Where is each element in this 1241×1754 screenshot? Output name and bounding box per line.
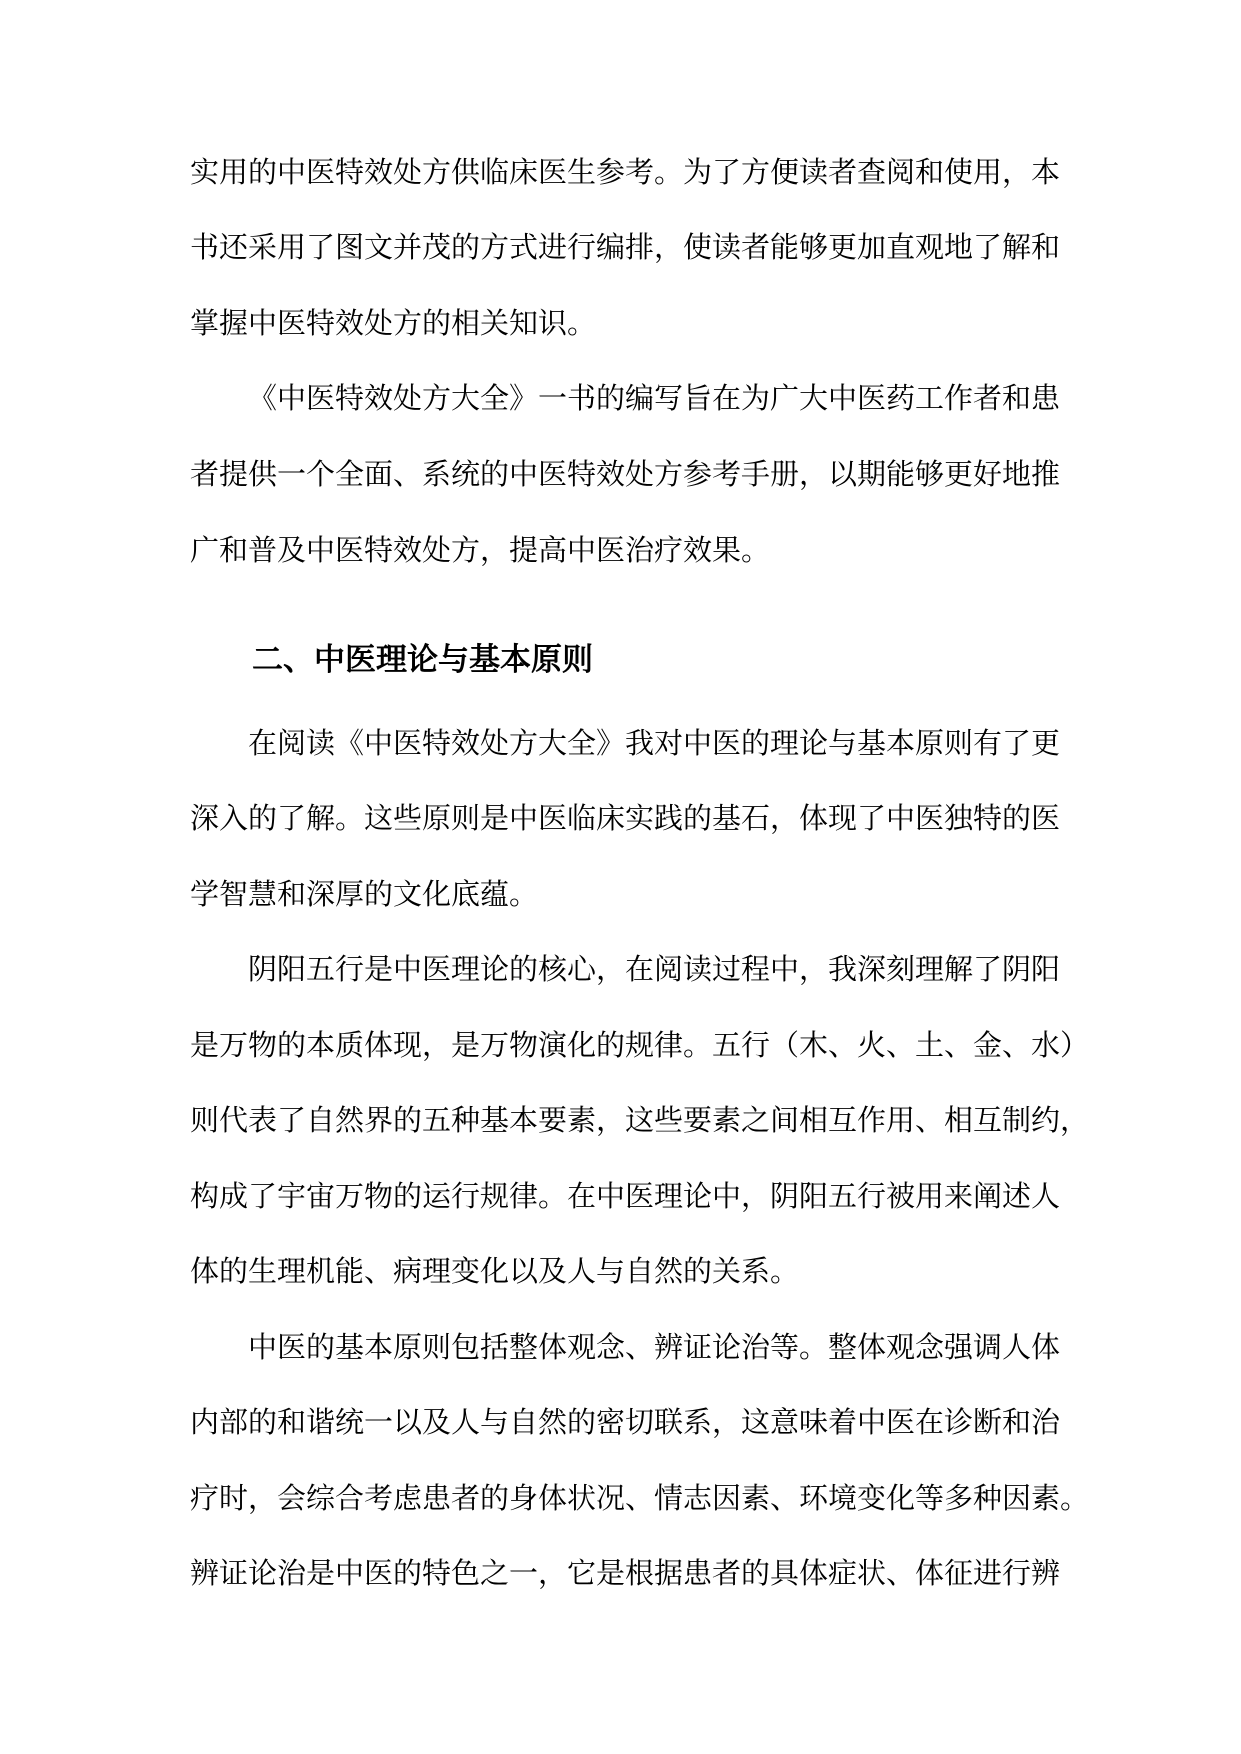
section-heading: 二、中医理论与基本原则 xyxy=(252,642,593,678)
text-line: 者提供一个全面、系统的中医特效处方参考手册，以期能够更好地推 xyxy=(190,457,1061,491)
text-line: 广和普及中医特效处方，提高中医治疗效果。 xyxy=(190,533,771,567)
text-line: 辨证论治是中医的特色之一，它是根据患者的具体症状、体征进行辨 xyxy=(190,1556,1061,1590)
text-line: 学智慧和深厚的文化底蕴。 xyxy=(190,877,539,911)
text-line: 内部的和谐统一以及人与自然的密切联系，这意味着中医在诊断和治 xyxy=(190,1405,1061,1439)
text-line: 《中医特效处方大全》一书的编写旨在为广大中医药工作者和患 xyxy=(248,381,1061,415)
text-line: 深入的了解。这些原则是中医临床实践的基石，体现了中医独特的医 xyxy=(190,801,1061,835)
text-line: 实用的中医特效处方供临床医生参考。为了方便读者查阅和使用，本 xyxy=(190,155,1061,189)
text-line: 是万物的本质体现，是万物演化的规律。五行（木、火、土、金、水） xyxy=(190,1028,1090,1062)
text-line: 阴阳五行是中医理论的核心，在阅读过程中，我深刻理解了阴阳 xyxy=(248,952,1061,986)
text-line: 体的生理机能、病理变化以及人与自然的关系。 xyxy=(190,1254,800,1288)
text-line: 构成了宇宙万物的运行规律。在中医理论中，阴阳五行被用来阐述人 xyxy=(190,1179,1061,1213)
text-line: 疗时，会综合考虑患者的身体状况、情志因素、环境变化等多种因素。 xyxy=(190,1481,1090,1515)
text-line: 则代表了自然界的五种基本要素，这些要素之间相互作用、相互制约， xyxy=(190,1103,1090,1137)
text-line: 中医的基本原则包括整体观念、辨证论治等。整体观念强调人体 xyxy=(248,1330,1061,1364)
text-line: 掌握中医特效处方的相关知识。 xyxy=(190,306,597,340)
text-line: 在阅读《中医特效处方大全》我对中医的理论与基本原则有了更 xyxy=(248,726,1061,760)
text-line: 书还采用了图文并茂的方式进行编排，使读者能够更加直观地了解和 xyxy=(190,230,1061,264)
